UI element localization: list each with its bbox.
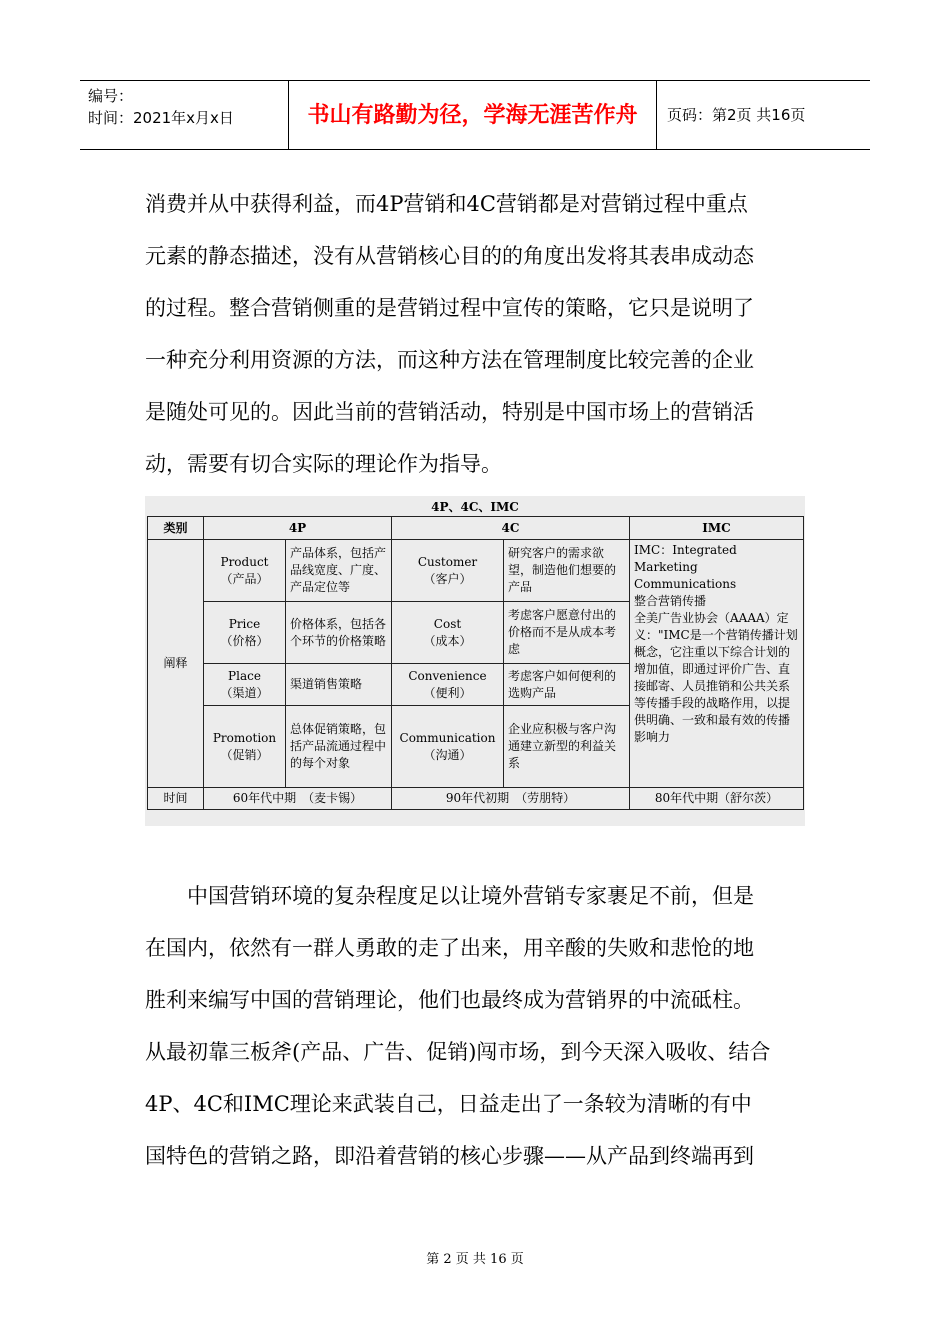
time-label-cell: 时间 [148,788,204,810]
text-line: 是随处可见的。因此当前的营销活动，特别是中国市场上的营销活 [145,400,754,424]
4p-name-cell: Product （产品） [204,540,286,602]
4p-desc-cell: 总体促销策略，包括产品流通过程中的每个对象 [286,706,392,788]
page-footer: 第 2 页 共 16 页 [426,1252,524,1267]
text-line: 胜利来编写中国的营销理论，他们也最终成为营销界的中流砥柱。 [145,988,754,1012]
time-imc-cell: 80年代中期（舒尔茨） [630,788,804,810]
page-header [80,80,870,150]
4p-name-cell: Place （渠道） [204,664,286,706]
text-line: 国特色的营销之路，即沿着营销的核心步骤——从产品到终端再到 [145,1144,754,1168]
table-header-row [148,517,804,540]
header-cell-category: 类别 [148,517,204,540]
header-divider [656,81,657,149]
4c-desc-cell: 考虑客户如何便利的选购产品 [504,664,630,706]
4p-desc-cell: 价格体系，包括各个环节的价格策略 [286,602,392,664]
4c-name-cell: Cost （成本） [392,602,504,664]
paragraph-1 [145,178,810,490]
time-4p-cell: 60年代中期 （麦卡锡） [204,788,392,810]
4c-desc-cell: 企业应积极与客户沟通建立新型的利益关系 [504,706,630,788]
text-line: 的过程。整合营销侧重的是营销过程中宣传的策略，它只是说明了 [145,296,754,320]
imc-desc-cell: IMC：Integrated Marketing Communications 整合营销传播 全美广告业协会（AAAA）定义："IMC是一个营销传播计划概念，它注重以下综合计划的增加值，即通过评价广告、直接邮寄、人员推销和公共关系等传播手段的战略作用，以提供明确、一致和最有效的传播影响力 [630,540,804,788]
4c-name-cell: Convenience （便利） [392,664,504,706]
text-line: 在国内，依然有一群人勇敢的走了出来，用辛酸的失败和悲怆的地 [145,936,754,960]
4p-desc-cell: 产品体系，包括产品线宽度、广度、产品定位等 [286,540,392,602]
time-4c-cell: 90年代初期 （劳朋特） [392,788,630,810]
header-cell-imc: IMC [630,517,804,540]
4c-desc-cell: 研究客户的需求欲望，制造他们想要的产品 [504,540,630,602]
text-line: 一种充分利用资源的方法，而这种方法在管理制度比较完善的企业 [145,348,754,372]
header-page-info: 页码：第2页 共16页 [667,106,806,124]
paragraph-2 [145,870,810,1182]
header-cell-4p: 4P [204,517,392,540]
header-meta [88,85,234,129]
row-label-explanation: 阐释 [148,540,204,788]
4c-name-cell: Communication （沟通） [392,706,504,788]
4c-desc-cell: 考虑客户愿意付出的价格而不是从成本考虑 [504,602,630,664]
comparison-table [147,516,804,810]
text-line: 从最初靠三板斧(产品、广告、促销)闯市场，到今天深入吸收、结合 [145,1040,771,1064]
comparison-table-image [145,496,805,826]
header-motto: 书山有路勤为径，学海无涯苦作舟 [307,102,638,128]
table-time-row [148,788,804,810]
4c-name-cell: Customer （客户） [392,540,504,602]
text-line: 中国营销环境的复杂程度足以让境外营销专家裹足不前，但是 [187,884,754,908]
document-date-label: 时间：2021年x月x日 [88,109,234,127]
text-line: 元素的静态描述，没有从营销核心目的的角度出发将其表串成动态 [145,244,754,268]
table-title: 4P、4C、IMC [431,500,519,514]
4p-desc-cell: 渠道销售策略 [286,664,392,706]
text-line: 4P、4C和IMC理论来武装自己，日益走出了一条较为清晰的有中 [145,1092,752,1116]
text-line: 消费并从中获得利益，而4P营销和4C营销都是对营销过程中重点 [145,192,748,216]
header-cell-4c: 4C [392,517,630,540]
4p-name-cell: Promotion （促销） [204,706,286,788]
document-number-label: 编号： [88,87,134,105]
text-line: 动，需要有切合实际的理论作为指导。 [145,452,502,476]
4p-name-cell: Price （价格） [204,602,286,664]
table-row [148,540,804,602]
